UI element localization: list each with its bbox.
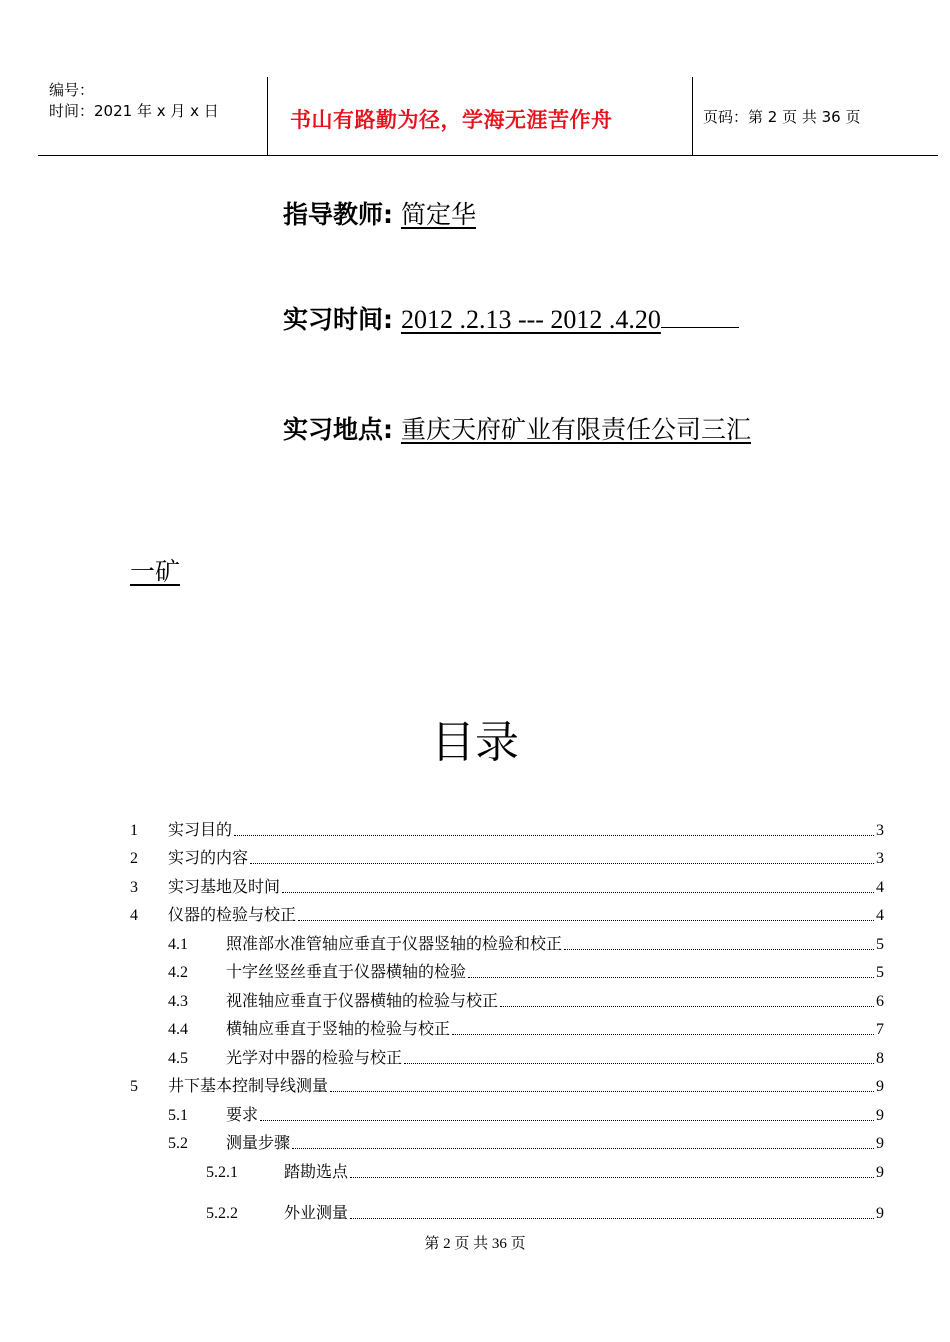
place-value: 重庆天府矿业有限责任公司三汇 bbox=[400, 415, 751, 444]
toc-entry-number: 4.4 bbox=[168, 1021, 188, 1038]
time-label: 实习时间: bbox=[283, 305, 393, 334]
toc-leader-dots bbox=[350, 1176, 874, 1178]
toc-entry-page: 9 bbox=[876, 1205, 884, 1222]
toc-entry-title: 照准部水准管轴应垂直于仪器竖轴的检验和校正 bbox=[226, 936, 563, 953]
toc-entry-number: 3 bbox=[130, 879, 138, 896]
place-row bbox=[283, 410, 751, 446]
toc-entry-number: 5.2 bbox=[168, 1135, 188, 1152]
time-label: 时间：2021 年 x 月 x 日 bbox=[49, 102, 219, 120]
header-page-info: 页码：第 2 页 共 36 页 bbox=[703, 108, 861, 126]
teacher-value: 简定华 bbox=[400, 200, 476, 229]
toc-leader-dots bbox=[234, 834, 874, 836]
toc-entry-page: 9 bbox=[876, 1164, 884, 1181]
toc-entry-page: 4 bbox=[876, 907, 884, 924]
toc-entry-page: 7 bbox=[876, 1021, 884, 1038]
toc-leader-dots bbox=[468, 976, 874, 978]
toc-entry-page: 5 bbox=[876, 964, 884, 981]
toc-entry-title: 实习目的 bbox=[168, 822, 233, 839]
page-header bbox=[38, 77, 938, 156]
toc-entry-number: 4.5 bbox=[168, 1050, 188, 1067]
toc-entry-title: 实习基地及时间 bbox=[168, 879, 281, 896]
toc-entry-title: 十字丝竖丝垂直于仪器横轴的检验 bbox=[226, 964, 467, 981]
toc-entry-number: 4.3 bbox=[168, 993, 188, 1010]
page-footer: 第 2 页 共 36 页 bbox=[424, 1236, 526, 1252]
toc-entry-title: 外业测量 bbox=[284, 1205, 349, 1222]
toc-entry-number: 5.1 bbox=[168, 1107, 188, 1124]
teacher-label: 指导教师: bbox=[283, 200, 393, 229]
toc-leader-dots bbox=[282, 891, 874, 893]
toc-title: 目录 bbox=[431, 717, 519, 768]
toc-entry[interactable] bbox=[168, 1131, 884, 1153]
toc-entry-number: 4.2 bbox=[168, 964, 188, 981]
toc-entry-page: 8 bbox=[876, 1050, 884, 1067]
toc-entry-number: 1 bbox=[130, 822, 138, 839]
toc-entry-title: 视准轴应垂直于仪器横轴的检验与校正 bbox=[226, 993, 499, 1010]
toc-entry-page: 4 bbox=[876, 879, 884, 896]
blank-underline bbox=[661, 305, 739, 328]
toc-entry-page: 9 bbox=[876, 1135, 884, 1152]
toc-entry[interactable] bbox=[168, 989, 884, 1011]
number-label: 编号： bbox=[49, 81, 95, 99]
toc-entry-page: 3 bbox=[876, 822, 884, 839]
toc-entry-title: 踏勘选点 bbox=[284, 1164, 349, 1181]
toc-entry-page: 5 bbox=[876, 936, 884, 953]
header-motto: 书山有路勤为径，学海无涯苦作舟 bbox=[290, 108, 613, 132]
toc-entry[interactable] bbox=[168, 1046, 884, 1068]
toc-entry-page: 6 bbox=[876, 993, 884, 1010]
toc-leader-dots bbox=[500, 1005, 874, 1007]
toc-leader-dots bbox=[298, 919, 874, 921]
toc-entry[interactable] bbox=[168, 960, 884, 982]
place-continuation: 一矿 bbox=[130, 557, 181, 586]
toc-entry-page: 9 bbox=[876, 1078, 884, 1095]
toc-entry-title: 测量步骤 bbox=[226, 1135, 291, 1152]
toc-entry[interactable] bbox=[168, 1103, 884, 1125]
place-label: 实习地点: bbox=[283, 415, 393, 444]
toc-entry[interactable] bbox=[130, 846, 884, 868]
toc-entry-title: 仪器的检验与校正 bbox=[168, 907, 297, 924]
toc-entry[interactable] bbox=[130, 1074, 884, 1096]
toc-entry[interactable] bbox=[206, 1160, 884, 1182]
toc-entry[interactable] bbox=[206, 1201, 884, 1223]
teacher-row bbox=[283, 195, 476, 231]
toc-entry-title: 实习的内容 bbox=[168, 850, 249, 867]
header-meta bbox=[49, 80, 219, 122]
time-value: 2012 .2.13 --- 2012 .4.20 bbox=[400, 305, 661, 334]
toc-leader-dots bbox=[564, 948, 874, 950]
toc-entry[interactable] bbox=[130, 875, 884, 897]
toc-entry[interactable] bbox=[168, 1017, 884, 1039]
toc-entry-page: 3 bbox=[876, 850, 884, 867]
toc-entry-title: 横轴应垂直于竖轴的检验与校正 bbox=[226, 1021, 451, 1038]
toc-entry[interactable] bbox=[130, 903, 884, 925]
toc-entry-title: 光学对中器的检验与校正 bbox=[226, 1050, 403, 1067]
toc-leader-dots bbox=[292, 1147, 874, 1149]
toc-entry-number: 5 bbox=[130, 1078, 138, 1095]
toc-entry[interactable] bbox=[130, 818, 884, 840]
header-divider bbox=[267, 77, 268, 155]
toc-leader-dots bbox=[330, 1090, 874, 1092]
header-divider bbox=[692, 77, 693, 155]
toc-entry-number: 2 bbox=[130, 850, 138, 867]
toc-entry-number: 5.2.1 bbox=[206, 1164, 238, 1181]
toc-entry-title: 井下基本控制导线测量 bbox=[168, 1078, 329, 1095]
toc-leader-dots bbox=[260, 1119, 874, 1121]
toc-leader-dots bbox=[350, 1217, 874, 1219]
toc-leader-dots bbox=[404, 1062, 874, 1064]
toc-leader-dots bbox=[452, 1033, 874, 1035]
toc-entry-number: 4 bbox=[130, 907, 138, 924]
toc-entry-number: 4.1 bbox=[168, 936, 188, 953]
time-row bbox=[283, 300, 739, 336]
toc-entry-page: 9 bbox=[876, 1107, 884, 1124]
toc-entry[interactable] bbox=[168, 932, 884, 954]
toc-entry-number: 5.2.2 bbox=[206, 1205, 238, 1222]
toc-entry-title: 要求 bbox=[226, 1107, 259, 1124]
toc-leader-dots bbox=[250, 862, 874, 864]
